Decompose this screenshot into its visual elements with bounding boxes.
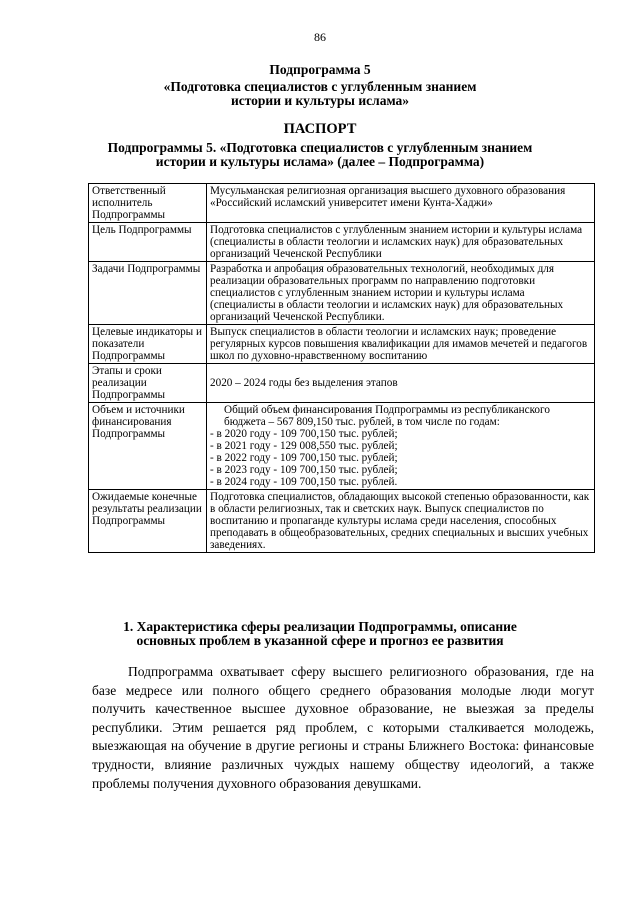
passport-title-line1: Подпрограммы 5. «Подготовка специалистов с углубленным знанием [107, 140, 533, 155]
funding-year: - в 2021 году - 129 008,550 тыс. рублей; [210, 440, 398, 452]
row-value: 2020 – 2024 годы без выделения этапов [207, 364, 595, 403]
table-row [89, 403, 595, 490]
row-value: Выпуск специалистов в области теологии и исламских наук; проведение регулярных курсов повышения квалификации для имамов мечетей и педагогов школ по духовно-нравственному воспитанию [207, 325, 595, 364]
row-label: Целевые индикаторы и показатели Подпрограммы [89, 325, 207, 364]
row-value: Разработка и апробация образовательных технологий, необходимых для реализации образовательных программ по направлению подготовки специалистов с углубленным знанием истории и культуры ислама (специалисты в области теологии и исламских наук) для образовательных организаций Чеченской Республики. [207, 262, 595, 325]
row-label: Этапы и сроки реализации Подпрограммы [89, 364, 207, 403]
passport-table [88, 183, 595, 553]
funding-year: - в 2022 году - 109 700,150 тыс. рублей; [210, 452, 398, 464]
table-row [89, 364, 595, 403]
row-label: Ожидаемые конечные результаты реализации Подпрограммы [89, 490, 207, 553]
subprogram-title-line1: «Подготовка специалистов с углубленным знанием [163, 79, 477, 94]
passport-title [0, 141, 640, 169]
row-label: Задачи Подпрограммы [89, 262, 207, 325]
table-row [89, 262, 595, 325]
table-row [89, 325, 595, 364]
subprogram-title [0, 80, 640, 108]
section-heading-line1: 1. Характеристика сферы реализации Подпрограммы, описание [123, 619, 517, 634]
section-body [92, 663, 594, 793]
passport-heading: ПАСПОРТ [283, 121, 357, 137]
funding-intro: Общий объем финансирования Подпрограммы из республиканского бюджета – 567 809,150 тыс. рублей, в том числе по годам: [224, 404, 550, 428]
row-label: Цель Подпрограммы [89, 223, 207, 262]
funding-year: - в 2023 году - 109 700,150 тыс. рублей; [210, 464, 398, 476]
table-row [89, 184, 595, 223]
row-value: Подготовка специалистов с углубленным знанием истории и культуры ислама (специалисты в области теологии и исламских наук) для образовательных организаций Чеченской Республики [207, 223, 595, 262]
funding-cell [207, 403, 595, 490]
funding-year: - в 2024 году - 109 700,150 тыс. рублей. [210, 476, 398, 488]
section-heading [0, 620, 640, 648]
passport-title-line2: истории и культуры ислама» (далее – Подпрограмма) [155, 154, 485, 169]
table-row [89, 490, 595, 553]
subprogram-title-line2: истории и культуры ислама» [230, 93, 410, 108]
body-paragraph: Подпрограмма охватывает сферу высшего религиозного образования, где на базе медресе или полного общего среднего образования молодые люди могут получить качественное высшее духовное образование, не выезжая за пределы республики. Этим решается ряд проблем, с которыми сталкивается молодежь, выезжающая на обучение в другие регионы и страны Ближнего Востока: финансовые трудности, влияние различных чуждых нашему обществу идеологий, а также проблемы получения духовного образования девушками. [92, 664, 594, 791]
row-label: Ответственный исполнитель Подпрограммы [89, 184, 207, 223]
subprogram-heading: Подпрограмма 5 [269, 62, 371, 77]
row-label: Объем и источники финансирования Подпрограммы [89, 403, 207, 490]
section-heading-line2: основных проблем в указанной сфере и прогноз ее развития [136, 633, 504, 648]
row-value: Мусульманская религиозная организация высшего духовного образования «Российский исламский университет имени Кунта-Хаджи» [207, 184, 595, 223]
funding-year: - в 2020 году - 109 700,150 тыс. рублей; [210, 428, 398, 440]
row-value: Подготовка специалистов, обладающих высокой степенью образованности, как в области религиозных, так и светских наук. Выпуск специалистов по воспитанию и пропаганде культуры ислама среди населения, способных преподавать в общеобразовательных, средних специальных и высших учебных заведениях. [207, 490, 595, 553]
page-number: 86 [314, 30, 326, 44]
table-row [89, 223, 595, 262]
